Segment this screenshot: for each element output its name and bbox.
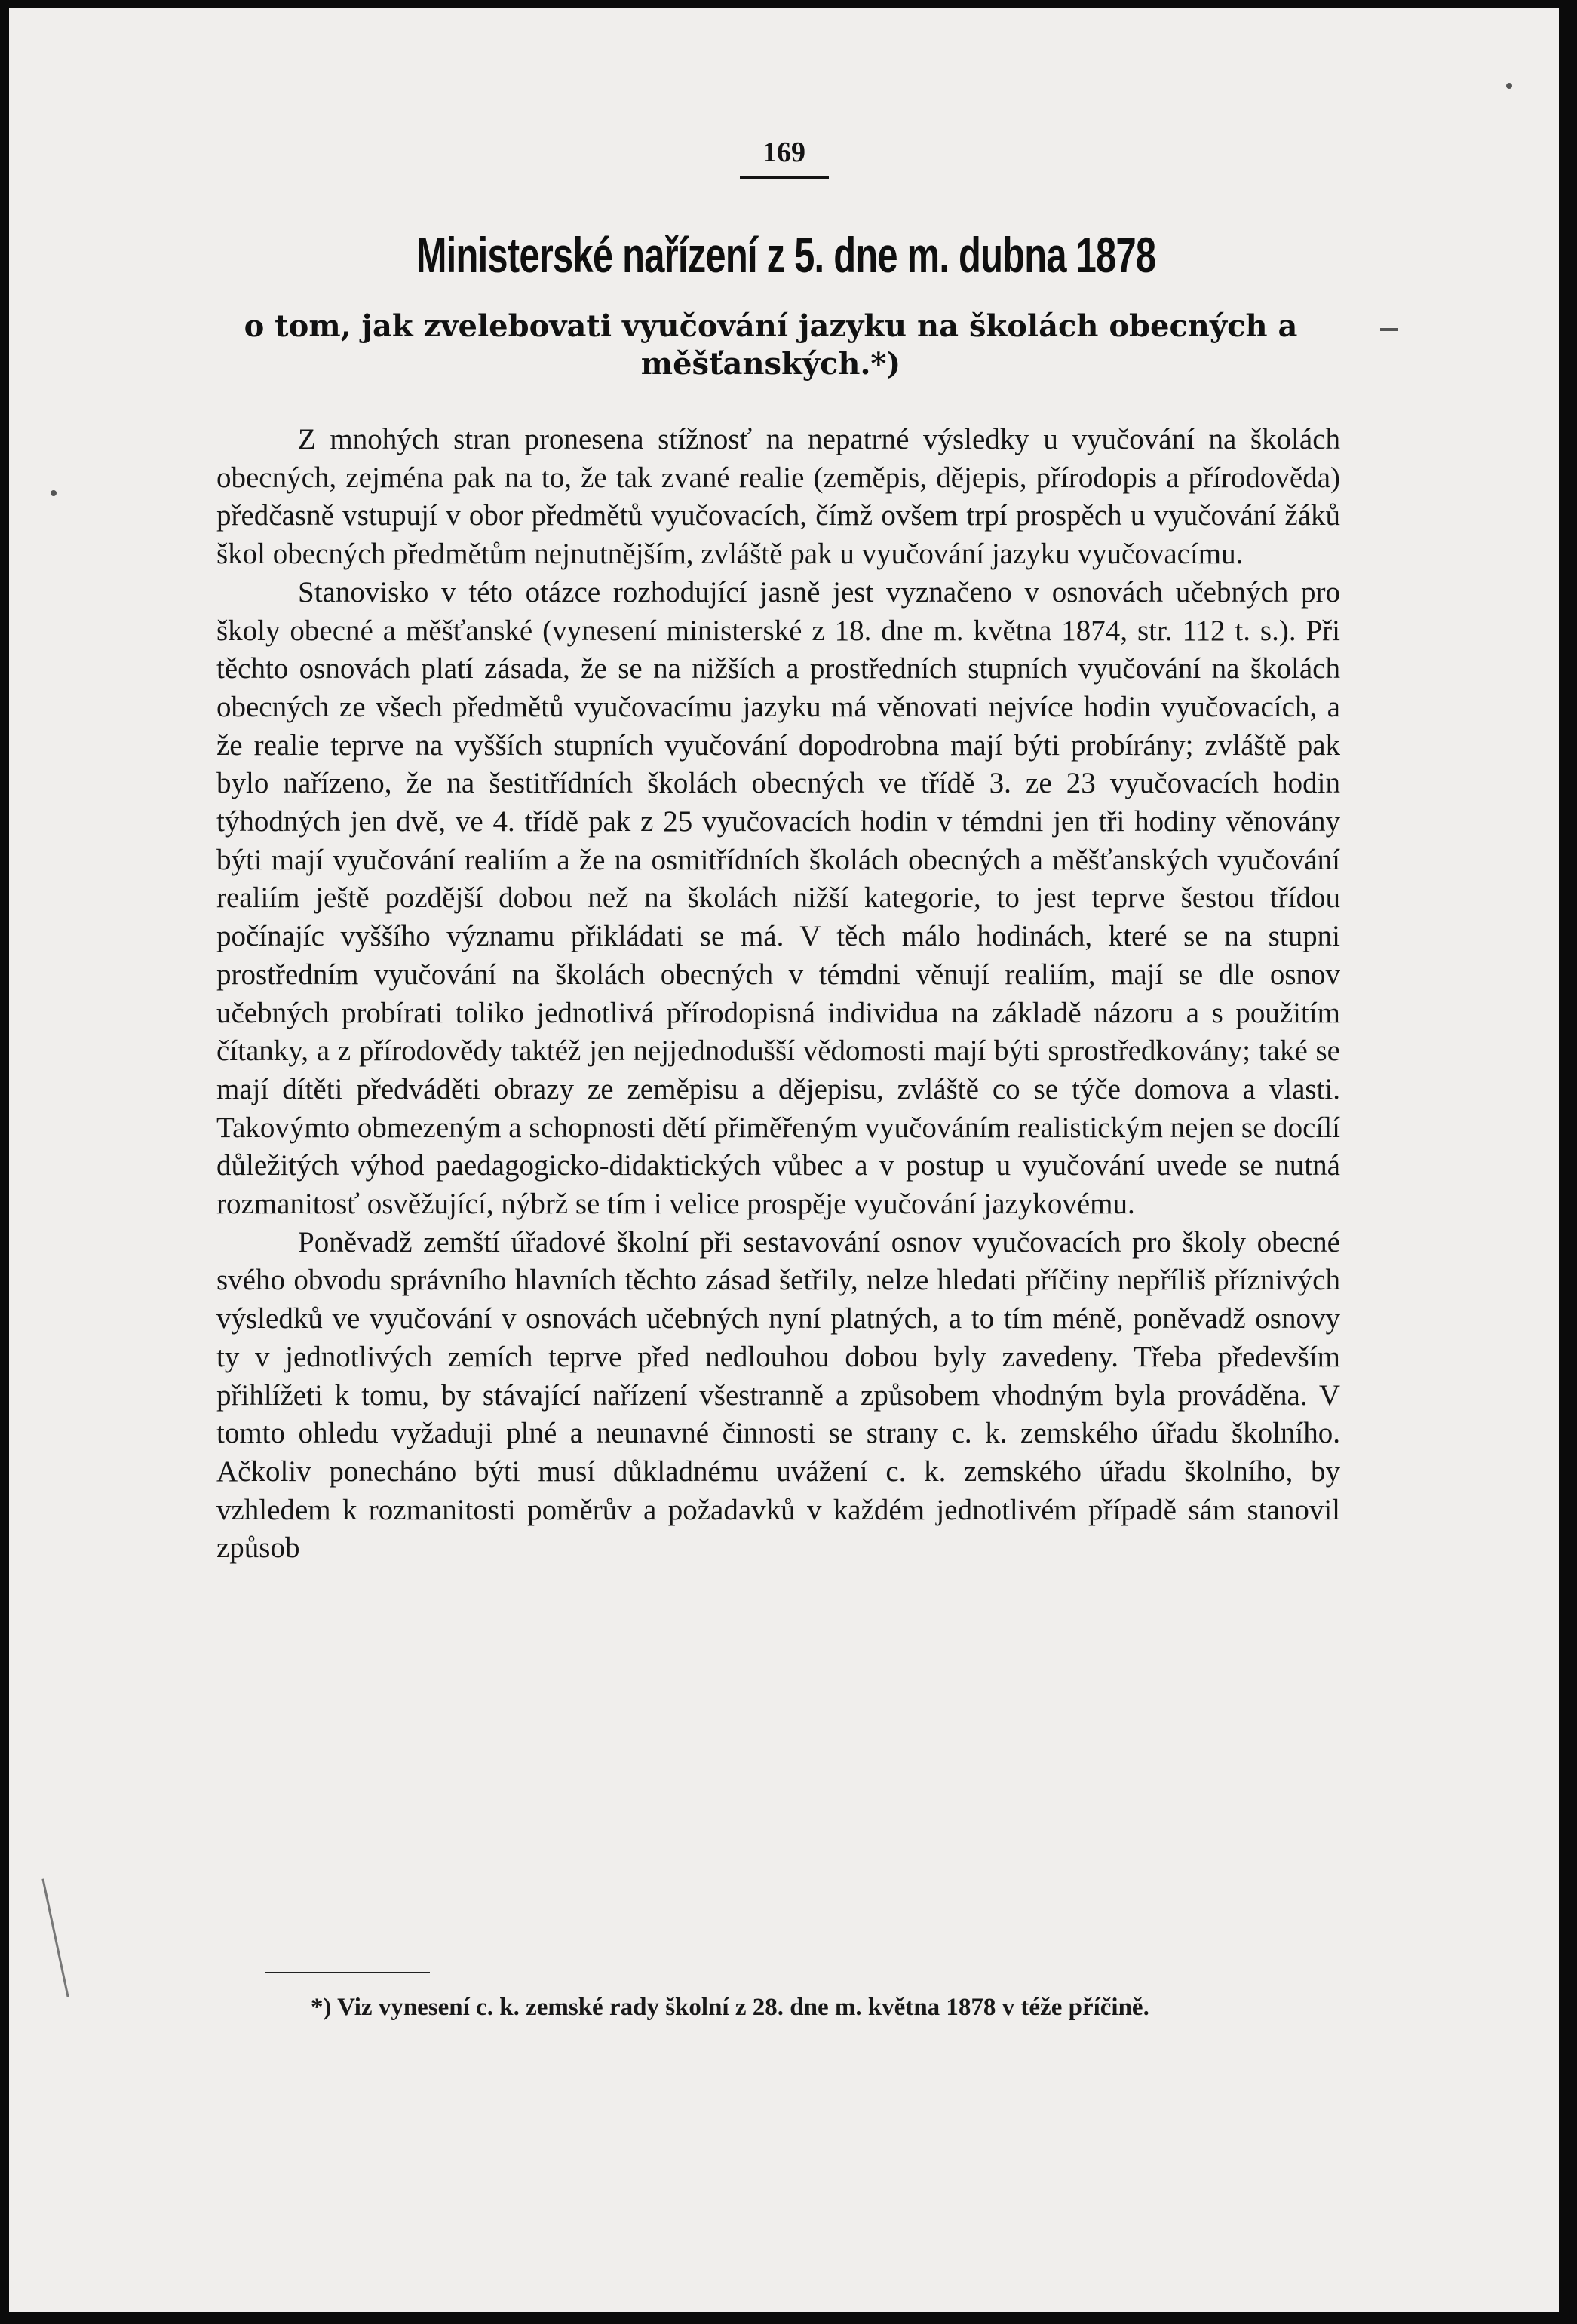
scanned-page <box>9 8 1559 2312</box>
body-text <box>216 421 1340 1568</box>
paragraph-1 <box>216 421 1340 574</box>
page-header <box>9 136 1559 179</box>
margin-stroke <box>41 1878 69 1997</box>
paragraph-text: Z mnohých stran pronesena stížnosť na nepatrné výsledky u vyučování na školách obecných, zejména pak na to, že tak zvané realie (zeměpis, dějepis, přírodopis a přírodověda) předčasně vstupují v obor předmětů vyučovacích, čímž ovšem trpí prospěch u vyučování žáků škol obecných předmětům nejnutnějším, zvláště pak u vyučování jazyku vyučovacímu. <box>216 423 1340 571</box>
paragraph-text: Stanovisko v této otázce rozhodující jasně jest vyznačeno v osnovách učebných pro školy obecné a měšťanské (vynesení ministerské z 18. dne m. května 1874, str. 112 t. s.). Při těchto osnovách platí zásada, že se na nižších a prostředních stupních vyučování na školách obecných ze všech předmětů vyučovacímu jazyku má věnovati nejvíce hodin vyučovacích, a že realie teprve na vyšších stupních vyučování dopodrobna mají býti probírány; zvláště pak bylo nařízeno, že na šestitřídních školách obecných ve třídě 3. ze 23 vyučovacích hodin týhodných jen dvě, ve 4. třídě pak z 25 vyučovacích hodin v témdni jen tři hodiny věnovány býti mají vyučování realiím a že na osmitřídních školách obecných a měšťanských vyučování realiím ještě pozdější dobou než na školách nižší kategorie, to jest teprve šestou třídou počínajíc vyššího významu přikládati se má. V těch málo hodinách, které se na stupni prostředním vyučování na školách obecných v témdni věnují realiím, mají se dle osnov učebných probírati toliko jednotlivá přírodopisná individua na základě názoru a s použitím čítanky, a z přírodovědy taktéž jen nejjednodušší vědomosti mají býti sprostředkovány; také se mají dítěti předváděti obrazy ze zeměpisu a dějepisu, zvláště co se týče domova a vlasti. Takovýmto obmezeným a schopnosti dětí přiměřeným vyučováním realistickým nejen se docílí důležitých výhod paedagogicko-didaktických vůbec a v postup u vyučování uvede se nutná rozmanitosť osvěžující, nýbrž se tím i velice prospěje vyučování jazykovému. <box>216 575 1340 1221</box>
document-subtitle: o tom, jak zvelebovati vyučování jazyku na školách obecných a měšťanských.*) <box>244 308 1298 382</box>
header-rule <box>740 176 829 179</box>
footnote-rule <box>265 1972 430 1973</box>
paragraph-2 <box>216 574 1340 1224</box>
scan-speck <box>51 490 57 496</box>
margin-dash <box>1380 328 1398 331</box>
footnote <box>224 1991 1333 2024</box>
footnote-text: *) Viz vynesení c. k. zemské rady školní z 28. dne m. května 1878 v téže příčině. <box>311 1994 1149 2021</box>
page-number: 169 <box>762 136 805 168</box>
document-title: Ministerské nařízení z 5. dne m. dubna 1878 <box>416 227 1156 283</box>
scan-speck <box>1506 83 1512 89</box>
paragraph-3 <box>216 1224 1340 1568</box>
paragraph-text: Poněvadž zemští úřadové školní při sestavování osnov vyučovacích pro školy obecné svého obvodu správního hlavních těchto zásad šetřily, nelze hledati příčiny nepříliš příznivých výsledků ve vyučování v osnovách učebných nyní platných, a to tím méně, poněvadž osnovy ty v jednotlivých zemích teprve před nedlouhou dobou byly zavedeny. Třeba především přihlížeti k tomu, by stávající nařízení všestranně a způsobem vhodným byla prováděna. V tomto ohledu vyžaduji plné a neunavné činnosti se strany c. k. zemského úřadu školního. Ačkoliv ponecháno býti musí důkladnému uvážení c. k. zemského úřadu školního, by vzhledem k rozmanitosti poměrův a požadavků v každém jednotlivém případě sám stanovil způsob <box>216 1225 1340 1565</box>
